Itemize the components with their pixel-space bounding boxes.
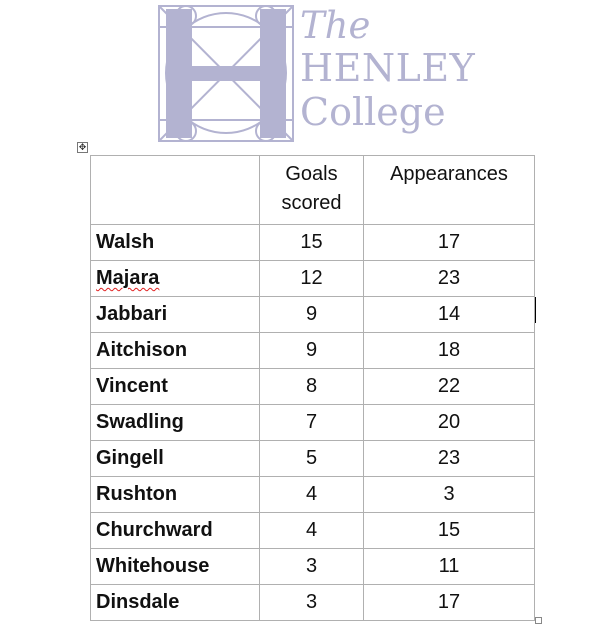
table-row — [91, 261, 535, 297]
goals-cell[interactable]: 3 — [260, 549, 364, 585]
goals-cell[interactable]: 4 — [260, 513, 364, 549]
goals-cell[interactable]: 15 — [260, 225, 364, 261]
player-name-cell[interactable] — [91, 261, 260, 297]
table-row — [91, 585, 535, 621]
player-name-cell[interactable]: Whitehouse — [91, 549, 260, 585]
goals-cell[interactable]: 9 — [260, 297, 364, 333]
goals-table — [90, 155, 535, 621]
goals-cell[interactable]: 7 — [260, 405, 364, 441]
text-cursor — [535, 297, 536, 323]
table-header-row — [91, 156, 535, 225]
appearances-cell[interactable]: 22 — [364, 369, 535, 405]
player-name-cell[interactable]: Dinsdale — [91, 585, 260, 621]
goals-cell[interactable]: 9 — [260, 333, 364, 369]
table-row — [91, 513, 535, 549]
table-row — [91, 477, 535, 513]
goals-cell[interactable]: 12 — [260, 261, 364, 297]
appearances-cell[interactable]: 20 — [364, 405, 535, 441]
appearances-cell[interactable]: 17 — [364, 585, 535, 621]
goals-cell[interactable]: 3 — [260, 585, 364, 621]
appearances-cell[interactable]: 3 — [364, 477, 535, 513]
appearances-cell[interactable]: 23 — [364, 441, 535, 477]
table-move-icon[interactable]: ✥ — [78, 142, 87, 152]
logo-word-the: The — [300, 4, 371, 47]
appearances-cell[interactable]: 14 — [364, 297, 535, 333]
goals-cell[interactable]: 4 — [260, 477, 364, 513]
table-row — [91, 369, 535, 405]
player-name-cell[interactable]: Walsh — [91, 225, 260, 261]
header-appearances[interactable]: Appearances — [364, 156, 535, 225]
header-goals-scored[interactable]: Goals scored — [260, 156, 364, 225]
goals-cell[interactable]: 8 — [260, 369, 364, 405]
player-name-cell[interactable]: Aitchison — [91, 333, 260, 369]
appearances-cell[interactable]: 15 — [364, 513, 535, 549]
logo-word-college: College — [300, 90, 446, 134]
table-row — [91, 405, 535, 441]
player-name-cell[interactable]: Jabbari — [91, 297, 260, 333]
player-name-cell[interactable]: Rushton — [91, 477, 260, 513]
appearances-cell[interactable]: 11 — [364, 549, 535, 585]
logo-word-henley: HENLEY — [300, 46, 476, 90]
appearances-cell[interactable]: 18 — [364, 333, 535, 369]
goals-cell[interactable]: 5 — [260, 441, 364, 477]
misspelled-word[interactable]: Majara — [96, 267, 160, 289]
appearances-cell[interactable]: 17 — [364, 225, 535, 261]
appearances-cell[interactable]: 23 — [364, 261, 535, 297]
table-row — [91, 333, 535, 369]
table-resize-icon[interactable] — [535, 617, 542, 624]
player-name-cell[interactable]: Gingell — [91, 441, 260, 477]
player-name-cell[interactable]: Churchward — [91, 513, 260, 549]
table-row — [91, 549, 535, 585]
college-logo — [158, 5, 476, 142]
table-row — [91, 441, 535, 477]
player-name-cell[interactable]: Vincent — [91, 369, 260, 405]
header-name[interactable] — [91, 156, 260, 225]
table-row — [91, 297, 535, 333]
table-row — [91, 225, 535, 261]
player-name-cell[interactable]: Swadling — [91, 405, 260, 441]
henley-monogram-icon — [158, 5, 294, 142]
